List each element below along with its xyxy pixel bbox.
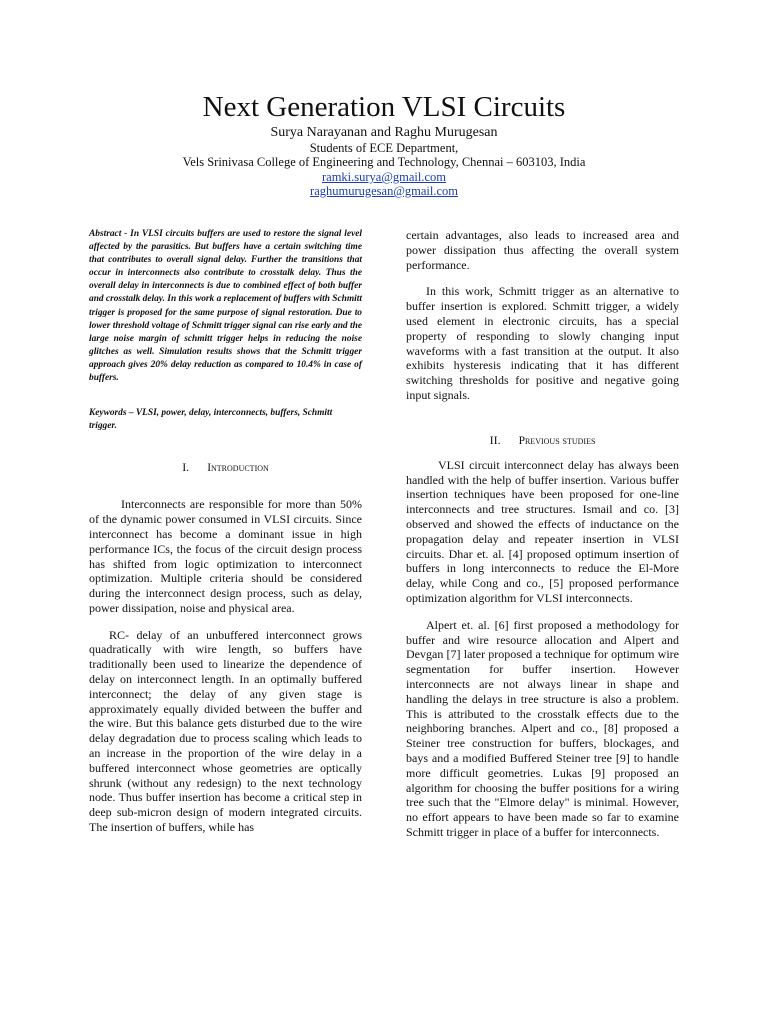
section-title: Introduction xyxy=(207,462,269,475)
email-link-surya[interactable]: ramki.surya@gmail.com xyxy=(322,170,446,184)
previous-studies-paragraph-1: VLSI circuit interconnect delay has always been handled with the help of buffer insertion. Various buffer insertion techniques have been proposed for one-line interconnects and tree structures. Ismail and co. [3] observed and showed the effects of inductance on the propagation delay and repeater insertion in VLSI circuits. Dhar et. al. [4] proposed optimum insertion of buffers in long interconnects to reduce the El-More delay, while Cong and co., [5] proposed performance optimization algorithm for VLSI interconnects. xyxy=(406,457,679,605)
paper-title: Next Generation VLSI Circuits xyxy=(202,91,566,123)
email-link-raghu[interactable]: raghumurugesan@gmail.com xyxy=(310,184,458,198)
section-heading-previous-studies xyxy=(406,433,679,448)
previous-studies-paragraph-2: Alpert et. al. [6] first proposed a methodology for buffer and wire resource allocation and Alpert and Devgan [7] later proposed a technique for optimum wire segmentation for buffer insertion. However interconnects are not always linear in shape and handling the delays in tree structure is also a problem. This is attributed to the crosstalk effects due to the neighboring branches. Alpert and co., [8] proposed a Steiner tree construction for buffers, blockages, and bays and a modified Buffered Steiner tree [9] to handle more difficult geometries. Lukas [9] proposed an algorithm for choosing the buffer positions for a wiring tree such that the "Elmore delay" is minimal. However, no effort appears to have been made so far to examine Schmitt trigger in place of a buffer for interconnects. xyxy=(406,617,679,839)
intro-paragraph-3: certain advantages, also leads to increased area and power dissipation thus affecting the overall system performance. xyxy=(406,228,679,272)
section-heading-introduction xyxy=(89,460,362,475)
affiliation-college: Vels Srinivasa College of Engineering and Technology, Chennai – 603103, India xyxy=(182,155,586,169)
abstract: Abstract - In VLSI circuits buffers are used to restore the signal level affected by the parasitics. But buffers have a certain switching time that contributes to overall signal delay. Further the transitions that occur in interconnects also contribute to crosstalk delay. Thus the overall delay in interconnects is due to combined effect of both buffer and crosstalk delay. In this work a replacement of buffers with Schmitt trigger is proposed for the same purpose of signal restoration. Due to lower threshold voltage of Schmitt trigger signal can rise early and the large noise margin of schmitt trigger helps in reducing the noise glitches as well. Simulation results shows that the Schmitt trigger approach gives 20% delay reduction as compared to 10.4% in case of buffers. xyxy=(89,229,362,384)
right-column xyxy=(406,228,679,840)
affiliation-department: Students of ECE Department, xyxy=(309,141,459,155)
intro-paragraph-4: In this work, Schmitt trigger as an alternative to buffer insertion is explored. Schmitt trigger, a widely used element in electronic circuits, has a special property of responding to slowly changing input waveforms with a fast transition at the output. It also exhibits hysteresis indicating that it has different switching thresholds for positive and negative going input signals. xyxy=(406,284,679,402)
section-title: Previous studies xyxy=(518,434,596,447)
keywords: Keywords – VLSI, power, delay, interconnects, buffers, Schmitt trigger. xyxy=(89,408,333,432)
intro-paragraph-1: Interconnects are responsible for more than 50% of the dynamic power consumed in VLSI circuits. Since interconnect has become a dominant issue in high performance ICs, the focus of the circuit design process has shifted from logic optimization to interconnect optimization. Multiple criteria should be considered during the interconnect design process, such as delay, power dissipation, noise and physical area. xyxy=(89,497,362,615)
intro-paragraph-2: RC- delay of an unbuffered interconnect grows quadratically with wire length, so buffers have traditionally been used to linearize the dependence of delay on interconnect length. In an optimally buffered interconnect; the delay of any given stage is approximately equally divided between the buffer and the wire. But this balance gets disturbed due to the wire delay degradation due to process scaling which leads to an increase in the proportion of the wire delay in a buffered interconnect whose geometries are optically shrunk (without any redesign) to the next technology node. Thus buffer insertion has become a critical step in deep sub-micron design of modern integrated circuits. The insertion of buffers, while has xyxy=(89,627,362,835)
left-column xyxy=(89,228,362,835)
section-number: II. xyxy=(489,432,501,447)
section-number: I. xyxy=(182,460,190,475)
paper-authors: Surya Narayanan and Raghu Murugesan xyxy=(270,125,498,140)
